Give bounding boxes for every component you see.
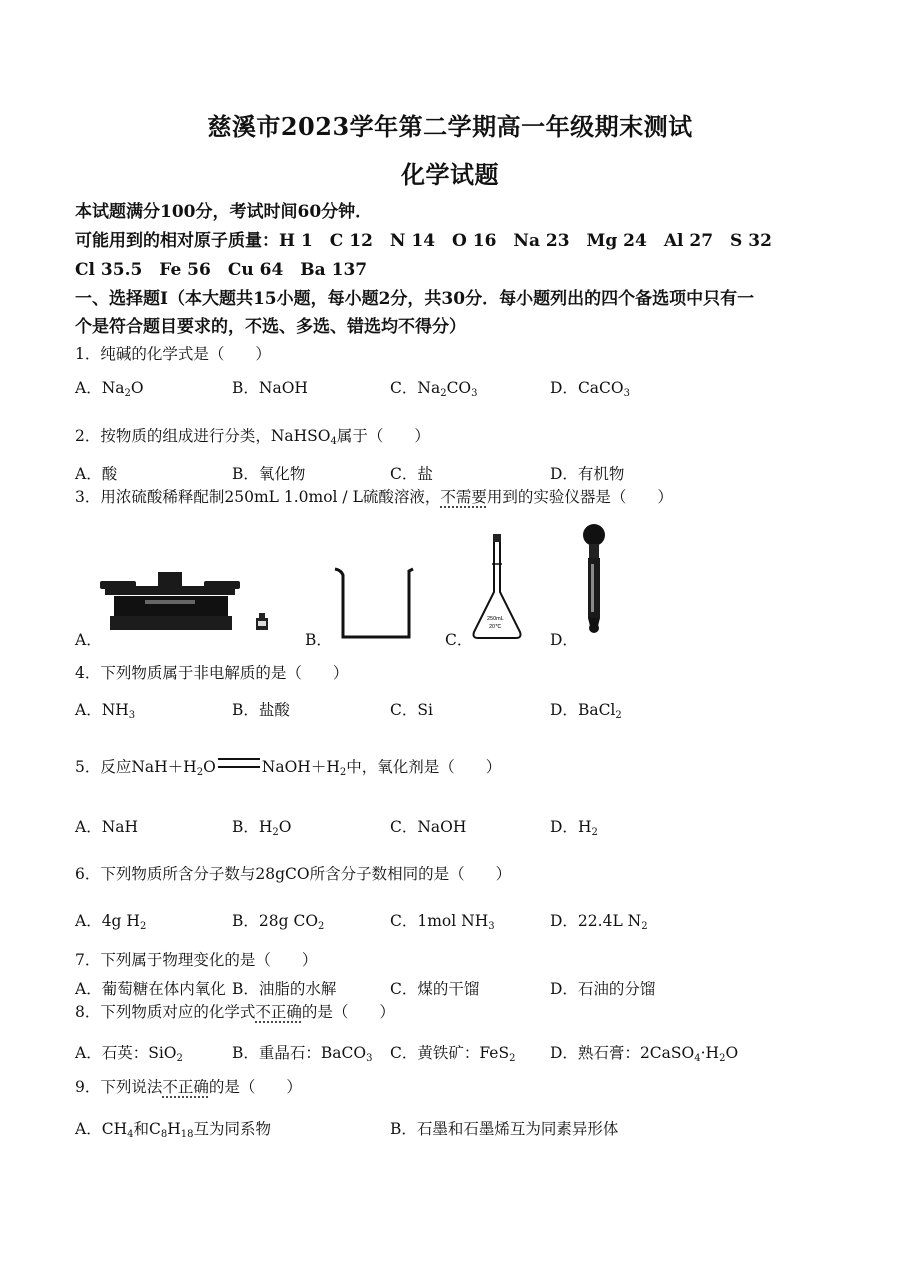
equals-sign-icon: [218, 758, 260, 768]
emphasis-text: 不需要: [440, 488, 487, 506]
question-3-option-b: B．: [305, 631, 332, 649]
emphasis-text: 不正确: [162, 1078, 209, 1096]
question-2-option-a: A．酸: [75, 465, 118, 483]
question-8-option-b: B．重晶石：BaCO$_3$: [232, 1044, 373, 1064]
balance-scale-icon: [100, 572, 280, 642]
question-4-stem: 4．下列物质属于非电解质的是（ ）: [75, 664, 349, 682]
question-3-stem: 3．用浓硫酸稀释配制250mL 1.0mol / L硫酸溶液，不需要用到的实验仪器是（ ）: [75, 488, 673, 506]
beaker-icon: [333, 567, 418, 642]
question-2-option-d: D．有机物: [550, 465, 625, 483]
question-9-option-a: A．$CH_4$和$C_8H_{18}$互为同系物: [75, 1120, 272, 1140]
question-2-option-c: C．盐: [390, 465, 433, 483]
intro-score-line: 本试题满分100分，考试时间60分钟．: [75, 202, 373, 222]
question-2-option-b: B．氧化物: [232, 465, 306, 483]
question-6-option-c: C．1mol $NH_3$: [390, 912, 495, 932]
question-1-option-b: B．NaOH: [232, 379, 308, 397]
question-9-option-b: B．石墨和石墨烯互为同素异形体: [390, 1120, 619, 1138]
question-6-option-d: D．22.4L $N_2$: [550, 912, 648, 932]
question-8-stem: 8．下列物质对应的化学式不正确的是（ ）: [75, 1003, 395, 1021]
question-9-stem: 9．下列说法不正确的是（ ）: [75, 1078, 302, 1096]
question-3-option-c: C．: [445, 631, 473, 649]
question-1-stem: 1．纯碱的化学式是（ ）: [75, 345, 271, 363]
intro-atomic-mass-line: 可能用到的相对原子质量：H 1 C 12 N 14 O 16 Na 23 Mg 24 Al 27 S 32: [75, 231, 772, 251]
question-4-option-d: D．BaCl$_2$: [550, 701, 622, 721]
question-7-option-d: D．石油的分馏: [550, 980, 656, 998]
question-7-option-a: A．葡萄糖在体内氧化: [75, 980, 226, 998]
question-2-stem: 2．按物质的组成进行分类，NaHSO$_4$属于（ ）: [75, 427, 430, 447]
question-7-option-c: C．煤的干馏: [390, 980, 480, 998]
svg-text:20℃: 20℃: [489, 624, 502, 630]
volumetric-flask-icon: [470, 532, 530, 647]
question-5-option-d: D．$H_2$: [550, 818, 598, 838]
question-1-option-c: C．$Na_2CO_3$: [390, 379, 478, 399]
question-4-option-a: A．$NH_3$: [75, 701, 136, 721]
intro-atomic-mass-line-2: Cl 35.5 Fe 56 Cu 64 Ba 137: [75, 260, 368, 280]
emphasis-text: 不正确: [255, 1003, 302, 1021]
page-title: 慈溪市2023学年第二学期高一年级期末测试: [207, 112, 693, 141]
question-5-option-c: C．NaOH: [390, 818, 467, 836]
question-1-option-d: D．CaCO$_3$: [550, 379, 630, 399]
question-6-option-a: A．4g $H_2$: [75, 912, 147, 932]
question-3-option-a: A．: [75, 631, 102, 649]
section-heading: 一、选择题Ⅰ（本大题共15小题，每小题2分，共30分．每小题列出的四个备选项中只有一: [75, 289, 755, 309]
question-6-option-b: B．28g $CO_2$: [232, 912, 325, 932]
question-7-option-b: B．油脂的水解: [232, 980, 337, 998]
question-4-option-c: C．Si: [390, 701, 433, 719]
question-1-option-a: A．$Na_2O$: [75, 379, 144, 399]
section-heading-cont: 个是符合题目要求的，不选、多选、错选均不得分）: [75, 317, 466, 337]
question-4-option-b: B．盐酸: [232, 701, 290, 719]
question-5-option-a: A．NaH: [75, 818, 139, 836]
question-8-option-c: C．黄铁矿：FeS$_2$: [390, 1044, 516, 1064]
question-3-option-d: D．: [550, 631, 578, 649]
question-6-stem: 6．下列物质所含分子数与28gCO所含分子数相同的是（ ）: [75, 865, 512, 883]
svg-text:250mL: 250mL: [487, 616, 504, 622]
question-5-option-b: B．$H_2O$: [232, 818, 292, 838]
page-subtitle: 化学试题: [401, 160, 499, 189]
question-8-option-a: A．石英：SiO$_2$: [75, 1044, 183, 1064]
question-8-option-d: D．熟石膏：$2CaSO_4\cdot H_2O$: [550, 1044, 739, 1064]
dropper-pipette-icon: [580, 524, 610, 636]
question-5-stem: 5．反应$NaH+H_2O$ $NaOH+H_2$中，氧化剂是（ ）: [75, 758, 502, 778]
question-7-stem: 7．下列属于物理变化的是（ ）: [75, 951, 318, 969]
